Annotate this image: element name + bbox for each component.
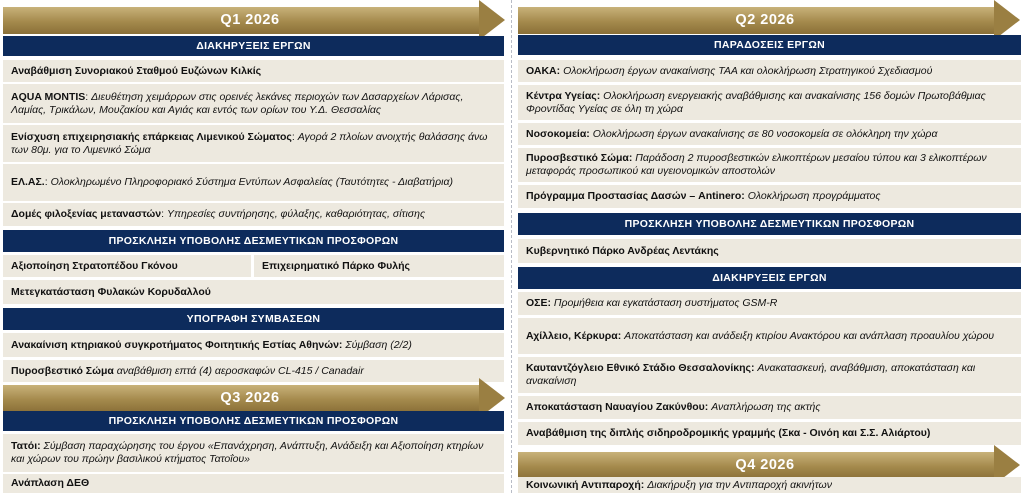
section-header-binding-offers: ΠΡΟΣΚΛΗΣΗ ΥΠΟΒΟΛΗΣ ΔΕΣΜΕΥΤΙΚΩΝ ΠΡΟΣΦΟΡΩΝ	[518, 213, 1021, 235]
list-item	[3, 434, 504, 472]
item-description: Διακήρυξη για την Αντιπαροχή ακινήτων	[647, 478, 832, 491]
item-title: Ανακαίνιση κτηριακού συγκροτήματος Φοιτητικής Εστίας Αθηνών:	[11, 338, 343, 351]
item-title: Αποκατάσταση Ναυαγίου Ζακύνθου:	[526, 401, 709, 413]
item-title: Ανάπλαση ΔΕΘ	[11, 477, 90, 489]
section-header-binding-offers: ΠΡΟΣΚΛΗΣΗ ΥΠΟΒΟΛΗΣ ΔΕΣΜΕΥΤΙΚΩΝ ΠΡΟΣΦΟΡΩΝ	[3, 411, 504, 431]
item-description: Υπηρεσίες συντήρησης, φύλαξης, καθαριότητας, σίτισης	[166, 208, 426, 220]
item-description: Αναπλήρωση της ακτής	[711, 401, 821, 413]
item-description: Προμήθεια και εγκατάσταση συστήματος GSM-R	[553, 297, 778, 309]
item-description: Ολοκλήρωση ενεργειακής αναβάθμισης και ανακαίνισης 156 δομών Πρωτοβάθμιας Φροντίδας Υγείας σε όλη τη χώρα	[526, 89, 986, 115]
item-title: ΕΛ.ΑΣ.	[11, 176, 45, 188]
item-title: Κοινωνική Αντιπαροχή:	[526, 478, 645, 491]
item-description: Ολοκλήρωση προγράμματος	[747, 190, 881, 202]
section-header-contracts: ΥΠΟΓΡΑΦΗ ΣΥΜΒΑΣΕΩΝ	[3, 308, 504, 330]
quarter-label: Q4 2026	[735, 457, 795, 473]
item-description: Αποκατάσταση και ανάδειξη κτιρίου Ανακτόρου και ανάπλαση προαυλίου χώρου	[624, 329, 995, 342]
item-title: Πυροσβεστικό Σώμα:	[526, 152, 633, 164]
item-title: Κέντρα Υγείας:	[526, 89, 601, 102]
list-item: AQUA MONTIS: Διευθέτηση χειμάρρων στις ορεινές λεκάνες περιοχών των Δασαρχείων Λάρισας, Λαμίας, Τρικάλων, Μουζακίου και Αγιάς και εντός των ορίων του Υ.Δ. Θεσσαλίας	[3, 84, 504, 123]
list-item	[518, 292, 1021, 315]
item-description: Αγορά 2 πλοίων ανοιχτής θαλάσσης άνω των 80μ. για το Λιμενικό Σώμα	[11, 130, 488, 156]
item-title: ΟΣΕ:	[526, 297, 551, 309]
section-header-tenders: ΔΙΑΚΗΡΥΞΕΙΣ ΕΡΓΩΝ	[518, 267, 1021, 289]
item-description: Ολοκληρωμένο Πληροφοριακό Σύστημα Εντύπων Ασφαλείας (Ταυτότητες - Διαβατήρια)	[50, 176, 453, 188]
list-item	[518, 396, 1021, 419]
section-header-binding-offers: ΠΡΟΣΚΛΗΣΗ ΥΠΟΒΟΛΗΣ ΔΕΣΜΕΥΤΙΚΩΝ ΠΡΟΣΦΟΡΩΝ	[3, 230, 504, 252]
quarter-label: Q1 2026	[220, 12, 280, 28]
item-description: Σύμβαση (2/2)	[345, 338, 412, 351]
list-item	[518, 239, 1021, 263]
item-title: AQUA MONTIS	[11, 90, 86, 103]
column-divider	[511, 0, 512, 493]
item-title: Μετεγκατάσταση Φυλακών Κορυδαλλού	[11, 285, 211, 298]
list-item	[3, 60, 504, 82]
list-item: Ενίσχυση επιχειρησιακής επάρκειας Λιμενικού Σώματος: Αγορά 2 πλοίων ανοιχτής θαλάσσης άνω των 80μ. για το Λιμενικό Σώμα	[3, 125, 504, 162]
list-item	[3, 333, 504, 357]
quarter-label: Q2 2026	[735, 12, 795, 28]
quarter-banner-q1	[3, 0, 506, 34]
list-item	[518, 318, 1021, 354]
quarter-banner-q2	[518, 0, 1021, 34]
list-item	[518, 185, 1021, 208]
item-description: Ολοκλήρωση έργων ανακαίνισης σε 80 νοσοκομεία σε ολόκληρη την χώρα	[592, 127, 938, 140]
item-description: αναβάθμιση επτά (4) αεροσκαφών CL-415 / Canadair	[116, 364, 364, 377]
list-item	[518, 357, 1021, 393]
item-title: Καυταντζόγλειο Εθνικό Στάδιο Θεσσαλονίκης:	[526, 362, 755, 374]
quarter-banner-q4	[518, 445, 1021, 479]
item-title: Αχίλλειο, Κέρκυρα:	[526, 329, 622, 342]
list-item	[254, 255, 504, 277]
item-title: Αξιοποίηση Στρατοπέδου Γκόνου	[11, 259, 178, 272]
section-header-deliveries: ΠΑΡΑΔΟΣΕΙΣ ΕΡΓΩΝ	[518, 35, 1021, 55]
item-description: Σύμβαση παραχώρησης του έργου «Επανάχρηση, Ανάπτυξη, Ανάδειξη και Αξιοποίηση κτηρίων και χώρων του πρώην βασιλικού κτήματος Τατοΐου»	[11, 440, 484, 465]
item-title: Νοσοκομεία:	[526, 127, 590, 140]
list-item	[518, 60, 1021, 82]
item-description: Ολοκλήρωση έργων ανακαίνισης ΤΑΑ και ολοκλήρωση Στρατηγικού Σχεδιασμού	[563, 64, 933, 77]
list-item	[3, 280, 504, 304]
item-description: Ανακατασκευή, αναβάθμιση, αποκατάσταση και ανακαίνιση	[526, 362, 976, 387]
list-item	[518, 422, 1021, 445]
item-title: Ενίσχυση επιχειρησιακής επάρκειας Λιμενικού Σώματος	[11, 130, 292, 143]
item-title: Δομές φιλοξενίας μεταναστών	[11, 208, 162, 220]
item-title: Αναβάθμιση της διπλής σιδηροδρομικής γραμμής (Σκα - Οινόη και Σ.Σ. Αλιάρτου)	[526, 427, 931, 439]
quarter-label: Q3 2026	[220, 390, 280, 406]
list-item: ΕΛ.ΑΣ.: Ολοκληρωμένο Πληροφοριακό Σύστημα Εντύπων Ασφαλείας (Ταυτότητες - Διαβατήρια)	[3, 164, 504, 201]
list-item	[518, 85, 1021, 120]
list-item	[3, 255, 251, 277]
item-description: Διευθέτηση χειμάρρων στις ορεινές λεκάνες περιοχών των Δασαρχείων Λάρισας, Λαμίας, Τρικάλων, Μουζακίου και Αγιάς και εντός των ορίων του Υ.Δ. Θεσσαλίας	[11, 90, 464, 116]
item-title: Πυροσβεστικό Σώμα	[11, 364, 114, 377]
item-title: Αναβάθμιση Συνοριακού Σταθμού Ευζώνων Κιλκίς	[11, 64, 262, 77]
item-title: ΟΑΚΑ:	[526, 64, 561, 77]
list-item: Δομές φιλοξενίας μεταναστών: Υπηρεσίες συντήρησης, φύλαξης, καθαριότητας, σίτισης	[3, 203, 504, 226]
list-item	[518, 123, 1021, 145]
list-item	[518, 477, 1021, 493]
item-title: Κυβερνητικό Πάρκο Ανδρέας Λεντάκης	[526, 244, 719, 257]
item-title: Τατόι:	[11, 440, 41, 452]
list-item	[3, 474, 504, 493]
section-header-tenders: ΔΙΑΚΗΡΥΞΕΙΣ ΕΡΓΩΝ	[3, 36, 504, 56]
list-item	[518, 148, 1021, 182]
quarter-banner-q3	[3, 378, 506, 412]
item-title: Επιχειρηματικό Πάρκο Φυλής	[262, 259, 410, 272]
item-title: Πρόγραμμα Προστασίας Δασών – Antinero:	[526, 190, 745, 202]
item-description: Παράδοση 2 πυροσβεστικών ελικοπτέρων μεσαίου τύπου και 3 ελικοπτέρων μεταφοράς προσωπικού και υγειονομικών αποστολών	[526, 152, 987, 177]
